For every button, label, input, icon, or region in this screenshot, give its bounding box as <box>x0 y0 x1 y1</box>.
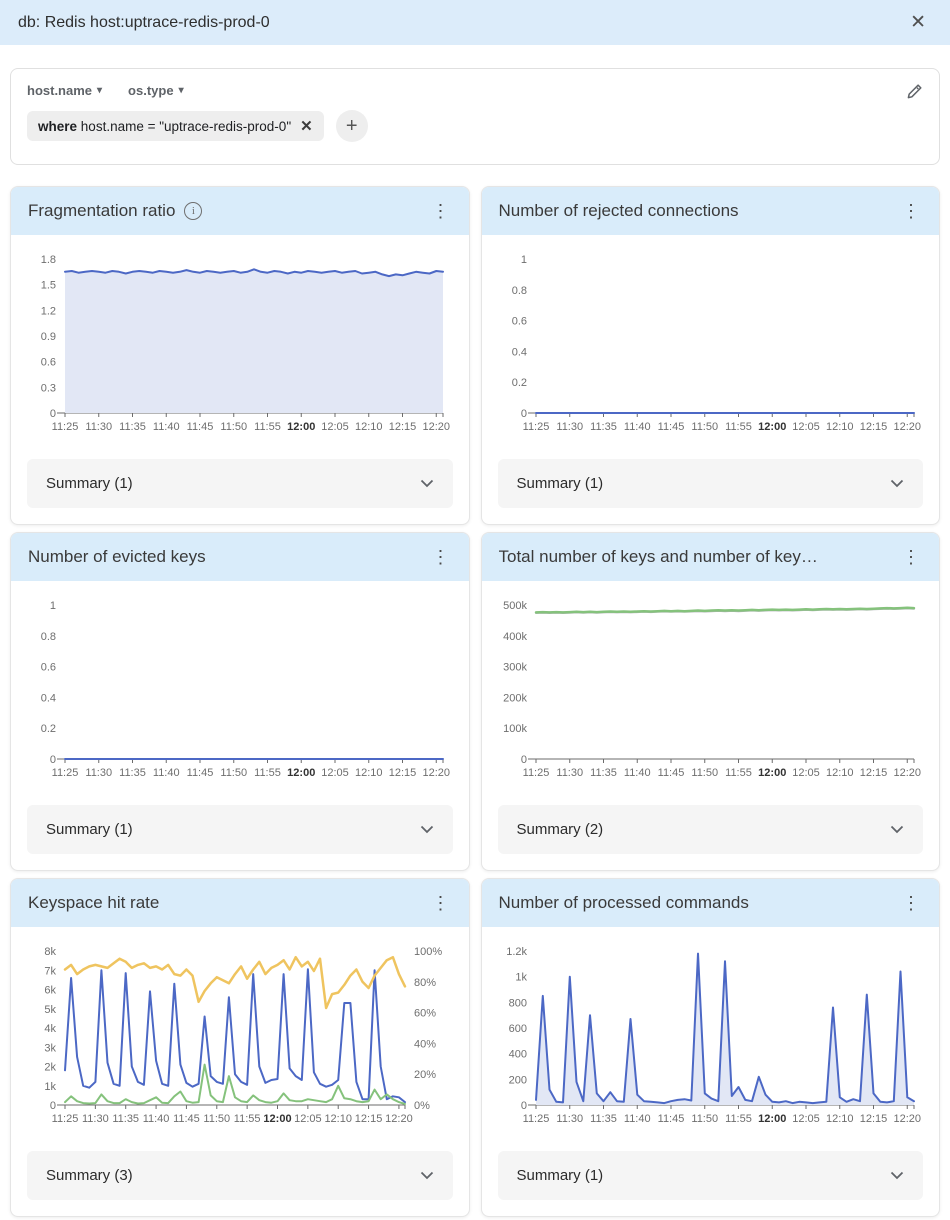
chart-canvas[interactable] <box>488 937 928 1141</box>
svg-text:12:20: 12:20 <box>422 421 451 433</box>
page-title: db: Redis host:uptrace-redis-prod-0 <box>18 13 270 31</box>
svg-text:400k: 400k <box>502 630 527 643</box>
svg-text:1k: 1k <box>44 1080 56 1093</box>
svg-text:11:30: 11:30 <box>555 421 583 433</box>
chart-area <box>11 927 469 1151</box>
svg-text:12:20: 12:20 <box>892 1113 921 1125</box>
svg-text:11:25: 11:25 <box>51 421 79 433</box>
chart-canvas[interactable] <box>17 591 457 795</box>
svg-text:4k: 4k <box>44 1023 56 1035</box>
panel-header <box>11 879 469 927</box>
svg-text:11:45: 11:45 <box>657 1113 684 1125</box>
svg-text:12:20: 12:20 <box>892 421 921 433</box>
svg-text:0.4: 0.4 <box>40 692 56 705</box>
add-filter-button[interactable]: + <box>336 110 368 142</box>
svg-text:12:00: 12:00 <box>263 1113 292 1125</box>
where-filter-chip[interactable] <box>27 111 324 141</box>
svg-text:11:40: 11:40 <box>152 767 180 779</box>
chart-area <box>482 235 940 459</box>
svg-text:12:20: 12:20 <box>422 767 451 779</box>
filter-chip-row <box>27 110 923 142</box>
svg-text:11:50: 11:50 <box>690 1113 718 1125</box>
svg-text:11:55: 11:55 <box>254 767 281 779</box>
svg-text:2k: 2k <box>44 1061 56 1074</box>
chart-canvas[interactable] <box>488 591 928 795</box>
summary-label: Summary (1) <box>46 821 133 839</box>
chevron-down-icon <box>890 825 904 834</box>
chart-area <box>482 927 940 1151</box>
svg-text:0: 0 <box>49 1100 56 1112</box>
svg-text:0: 0 <box>49 408 56 420</box>
svg-text:11:30: 11:30 <box>555 1113 583 1125</box>
summary-toggle[interactable] <box>498 459 924 508</box>
kebab-menu-icon[interactable]: ⋮ <box>431 200 450 221</box>
svg-text:200: 200 <box>508 1074 527 1087</box>
svg-text:11:30: 11:30 <box>81 1113 109 1125</box>
svg-text:100k: 100k <box>502 723 527 736</box>
svg-text:12:15: 12:15 <box>859 767 887 779</box>
svg-text:11:45: 11:45 <box>657 767 684 779</box>
svg-text:200k: 200k <box>502 692 527 705</box>
svg-text:60%: 60% <box>414 1007 437 1020</box>
svg-text:11:25: 11:25 <box>51 767 79 779</box>
panel-title: Number of rejected connections <box>498 201 739 220</box>
panel-title: Fragmentation ratio <box>28 201 176 220</box>
filter-card <box>10 68 940 165</box>
summary-toggle[interactable] <box>27 805 453 854</box>
svg-text:40%: 40% <box>414 1038 437 1051</box>
svg-text:0: 0 <box>520 408 527 420</box>
chart-area <box>11 581 469 805</box>
summary-label: Summary (1) <box>516 1167 604 1185</box>
filter-dropdown-row <box>27 83 923 98</box>
panel-fragmentation-ratio <box>10 186 470 525</box>
info-icon[interactable]: i <box>184 202 202 220</box>
svg-text:12:20: 12:20 <box>892 767 921 779</box>
chevron-down-icon <box>890 1171 904 1180</box>
chart-canvas[interactable] <box>17 245 457 449</box>
svg-text:12:15: 12:15 <box>388 421 417 433</box>
svg-text:11:35: 11:35 <box>119 421 146 433</box>
svg-text:3k: 3k <box>44 1042 56 1055</box>
svg-text:0: 0 <box>49 754 56 766</box>
svg-text:0.2: 0.2 <box>40 723 56 736</box>
svg-text:11:35: 11:35 <box>112 1113 140 1125</box>
svg-text:12:05: 12:05 <box>791 767 820 779</box>
svg-text:11:50: 11:50 <box>690 421 718 433</box>
svg-text:12:05: 12:05 <box>321 767 349 779</box>
svg-text:100%: 100% <box>414 946 443 958</box>
filter-dropdown-os-type[interactable] <box>128 83 184 98</box>
svg-text:12:15: 12:15 <box>354 1113 383 1125</box>
svg-text:11:40: 11:40 <box>623 767 651 779</box>
svg-text:11:45: 11:45 <box>186 767 214 779</box>
svg-text:1.2: 1.2 <box>40 305 56 318</box>
summary-label: Summary (2) <box>516 821 604 839</box>
svg-text:0.6: 0.6 <box>40 661 56 674</box>
dashboard-titlebar <box>0 0 950 45</box>
svg-text:0.8: 0.8 <box>511 284 527 297</box>
svg-text:11:55: 11:55 <box>233 1113 261 1125</box>
svg-text:11:25: 11:25 <box>522 421 549 433</box>
svg-text:12:05: 12:05 <box>321 421 349 433</box>
kebab-menu-icon[interactable]: ⋮ <box>902 892 920 913</box>
svg-text:0.3: 0.3 <box>40 382 56 395</box>
svg-text:11:30: 11:30 <box>555 767 583 779</box>
svg-text:0%: 0% <box>414 1100 430 1112</box>
svg-text:300k: 300k <box>502 661 527 674</box>
svg-text:12:00: 12:00 <box>757 421 786 433</box>
chevron-down-icon <box>420 1171 434 1180</box>
svg-text:400: 400 <box>508 1048 527 1061</box>
svg-text:11:45: 11:45 <box>173 1113 200 1125</box>
panel-total-keys <box>481 532 941 871</box>
svg-text:0: 0 <box>520 754 527 766</box>
svg-text:11:40: 11:40 <box>152 421 180 433</box>
kebab-menu-icon[interactable]: ⋮ <box>431 892 450 913</box>
filter-dropdown-label: os.type <box>128 83 174 98</box>
svg-text:12:10: 12:10 <box>825 1113 854 1125</box>
svg-text:11:35: 11:35 <box>589 421 617 433</box>
panel-header <box>482 533 940 581</box>
filter-dropdown-host-name[interactable] <box>27 83 102 98</box>
svg-text:11:40: 11:40 <box>623 1113 651 1125</box>
svg-text:11:35: 11:35 <box>589 767 617 779</box>
svg-text:1.5: 1.5 <box>40 279 56 292</box>
svg-text:800: 800 <box>508 997 527 1010</box>
svg-text:11:40: 11:40 <box>142 1113 170 1125</box>
svg-text:1.2k: 1.2k <box>505 946 527 958</box>
svg-text:600: 600 <box>508 1023 527 1035</box>
svg-text:0.9: 0.9 <box>40 331 56 343</box>
svg-text:11:50: 11:50 <box>220 767 248 779</box>
svg-text:20%: 20% <box>414 1069 437 1082</box>
remove-filter-icon[interactable]: ✕ <box>300 117 313 135</box>
svg-text:12:15: 12:15 <box>859 421 887 433</box>
panel-header <box>482 187 940 235</box>
svg-text:12:00: 12:00 <box>287 767 316 779</box>
svg-text:1: 1 <box>49 600 56 612</box>
svg-text:11:30: 11:30 <box>85 421 113 433</box>
svg-text:11:55: 11:55 <box>724 767 752 779</box>
svg-text:11:45: 11:45 <box>657 421 684 433</box>
panel-header <box>482 879 940 927</box>
summary-toggle[interactable] <box>27 1151 453 1200</box>
svg-text:11:50: 11:50 <box>203 1113 231 1125</box>
svg-text:11:50: 11:50 <box>220 421 248 433</box>
chip-expression: host.name = "uptrace-redis-prod-0" <box>80 118 292 134</box>
panel-title: Total number of keys and number of key… <box>498 547 818 566</box>
panel-title: Number of evicted keys <box>28 547 206 566</box>
panel-title: Number of processed commands <box>498 893 749 912</box>
svg-text:11:50: 11:50 <box>690 767 718 779</box>
panel-title: Keyspace hit rate <box>28 893 160 912</box>
chip-keyword: where <box>38 118 78 134</box>
chevron-down-icon <box>890 479 904 488</box>
svg-text:12:05: 12:05 <box>791 1113 820 1125</box>
svg-text:12:15: 12:15 <box>859 1113 887 1125</box>
svg-text:11:25: 11:25 <box>522 1113 549 1125</box>
svg-text:6k: 6k <box>44 984 56 997</box>
svg-text:12:05: 12:05 <box>294 1113 322 1125</box>
chart-canvas[interactable] <box>17 937 457 1141</box>
summary-toggle[interactable] <box>27 459 453 508</box>
svg-text:12:10: 12:10 <box>324 1113 352 1125</box>
svg-text:0.2: 0.2 <box>511 377 527 390</box>
svg-text:11:45: 11:45 <box>186 421 214 433</box>
panel-keyspace-hit-rate <box>10 878 470 1217</box>
svg-text:1k: 1k <box>514 971 527 984</box>
summary-toggle[interactable] <box>498 1151 924 1200</box>
chip-text <box>38 119 291 134</box>
chart-area <box>11 235 469 459</box>
chevron-down-icon <box>420 479 434 488</box>
svg-text:5k: 5k <box>44 1003 56 1016</box>
edit-pencil-icon[interactable] <box>905 83 923 106</box>
svg-text:0.6: 0.6 <box>511 315 527 328</box>
kebab-menu-icon[interactable]: ⋮ <box>902 200 920 221</box>
svg-text:11:30: 11:30 <box>85 767 113 779</box>
chart-area <box>482 581 940 805</box>
close-icon[interactable]: ✕ <box>910 12 926 33</box>
svg-text:12:00: 12:00 <box>757 1113 786 1125</box>
summary-label: Summary (1) <box>46 475 133 493</box>
chart-canvas[interactable] <box>488 245 928 449</box>
svg-text:12:20: 12:20 <box>385 1113 413 1125</box>
filter-dropdown-label: host.name <box>27 83 93 98</box>
svg-text:0.4: 0.4 <box>511 346 527 359</box>
svg-text:0.8: 0.8 <box>40 630 56 643</box>
panel-evicted-keys <box>10 532 470 871</box>
svg-text:11:35: 11:35 <box>119 767 146 779</box>
svg-text:1: 1 <box>520 254 527 266</box>
chevron-down-icon <box>420 825 434 834</box>
svg-text:1.8: 1.8 <box>40 254 56 266</box>
panel-header <box>11 533 469 581</box>
svg-text:0.6: 0.6 <box>40 356 56 369</box>
svg-text:12:10: 12:10 <box>825 421 854 433</box>
panel-rejected-connections <box>481 186 941 525</box>
svg-text:80%: 80% <box>414 976 437 989</box>
svg-text:500k: 500k <box>502 600 527 612</box>
chevron-down-icon: ▾ <box>97 85 103 96</box>
svg-text:11:25: 11:25 <box>522 767 549 779</box>
svg-text:12:00: 12:00 <box>757 767 786 779</box>
svg-text:11:25: 11:25 <box>51 1113 79 1125</box>
summary-label: Summary (1) <box>516 475 604 493</box>
svg-text:11:55: 11:55 <box>724 1113 752 1125</box>
kebab-menu-icon[interactable]: ⋮ <box>902 546 920 567</box>
svg-text:12:10: 12:10 <box>354 767 383 779</box>
summary-label: Summary (3) <box>46 1167 133 1185</box>
svg-text:11:40: 11:40 <box>623 421 651 433</box>
svg-text:12:15: 12:15 <box>388 767 417 779</box>
panel-processed-commands <box>481 878 941 1217</box>
svg-text:11:55: 11:55 <box>254 421 281 433</box>
chevron-down-icon: ▾ <box>178 85 184 96</box>
svg-text:12:05: 12:05 <box>791 421 820 433</box>
svg-text:12:10: 12:10 <box>825 767 854 779</box>
kebab-menu-icon[interactable]: ⋮ <box>431 546 450 567</box>
panels-grid <box>10 186 940 1217</box>
svg-text:0: 0 <box>520 1100 527 1112</box>
panel-header <box>11 187 469 235</box>
svg-text:11:55: 11:55 <box>724 421 752 433</box>
svg-text:11:35: 11:35 <box>589 1113 617 1125</box>
svg-text:12:10: 12:10 <box>354 421 383 433</box>
summary-toggle[interactable] <box>498 805 924 854</box>
svg-text:7k: 7k <box>44 965 56 978</box>
svg-text:12:00: 12:00 <box>287 421 316 433</box>
svg-text:8k: 8k <box>44 946 56 958</box>
